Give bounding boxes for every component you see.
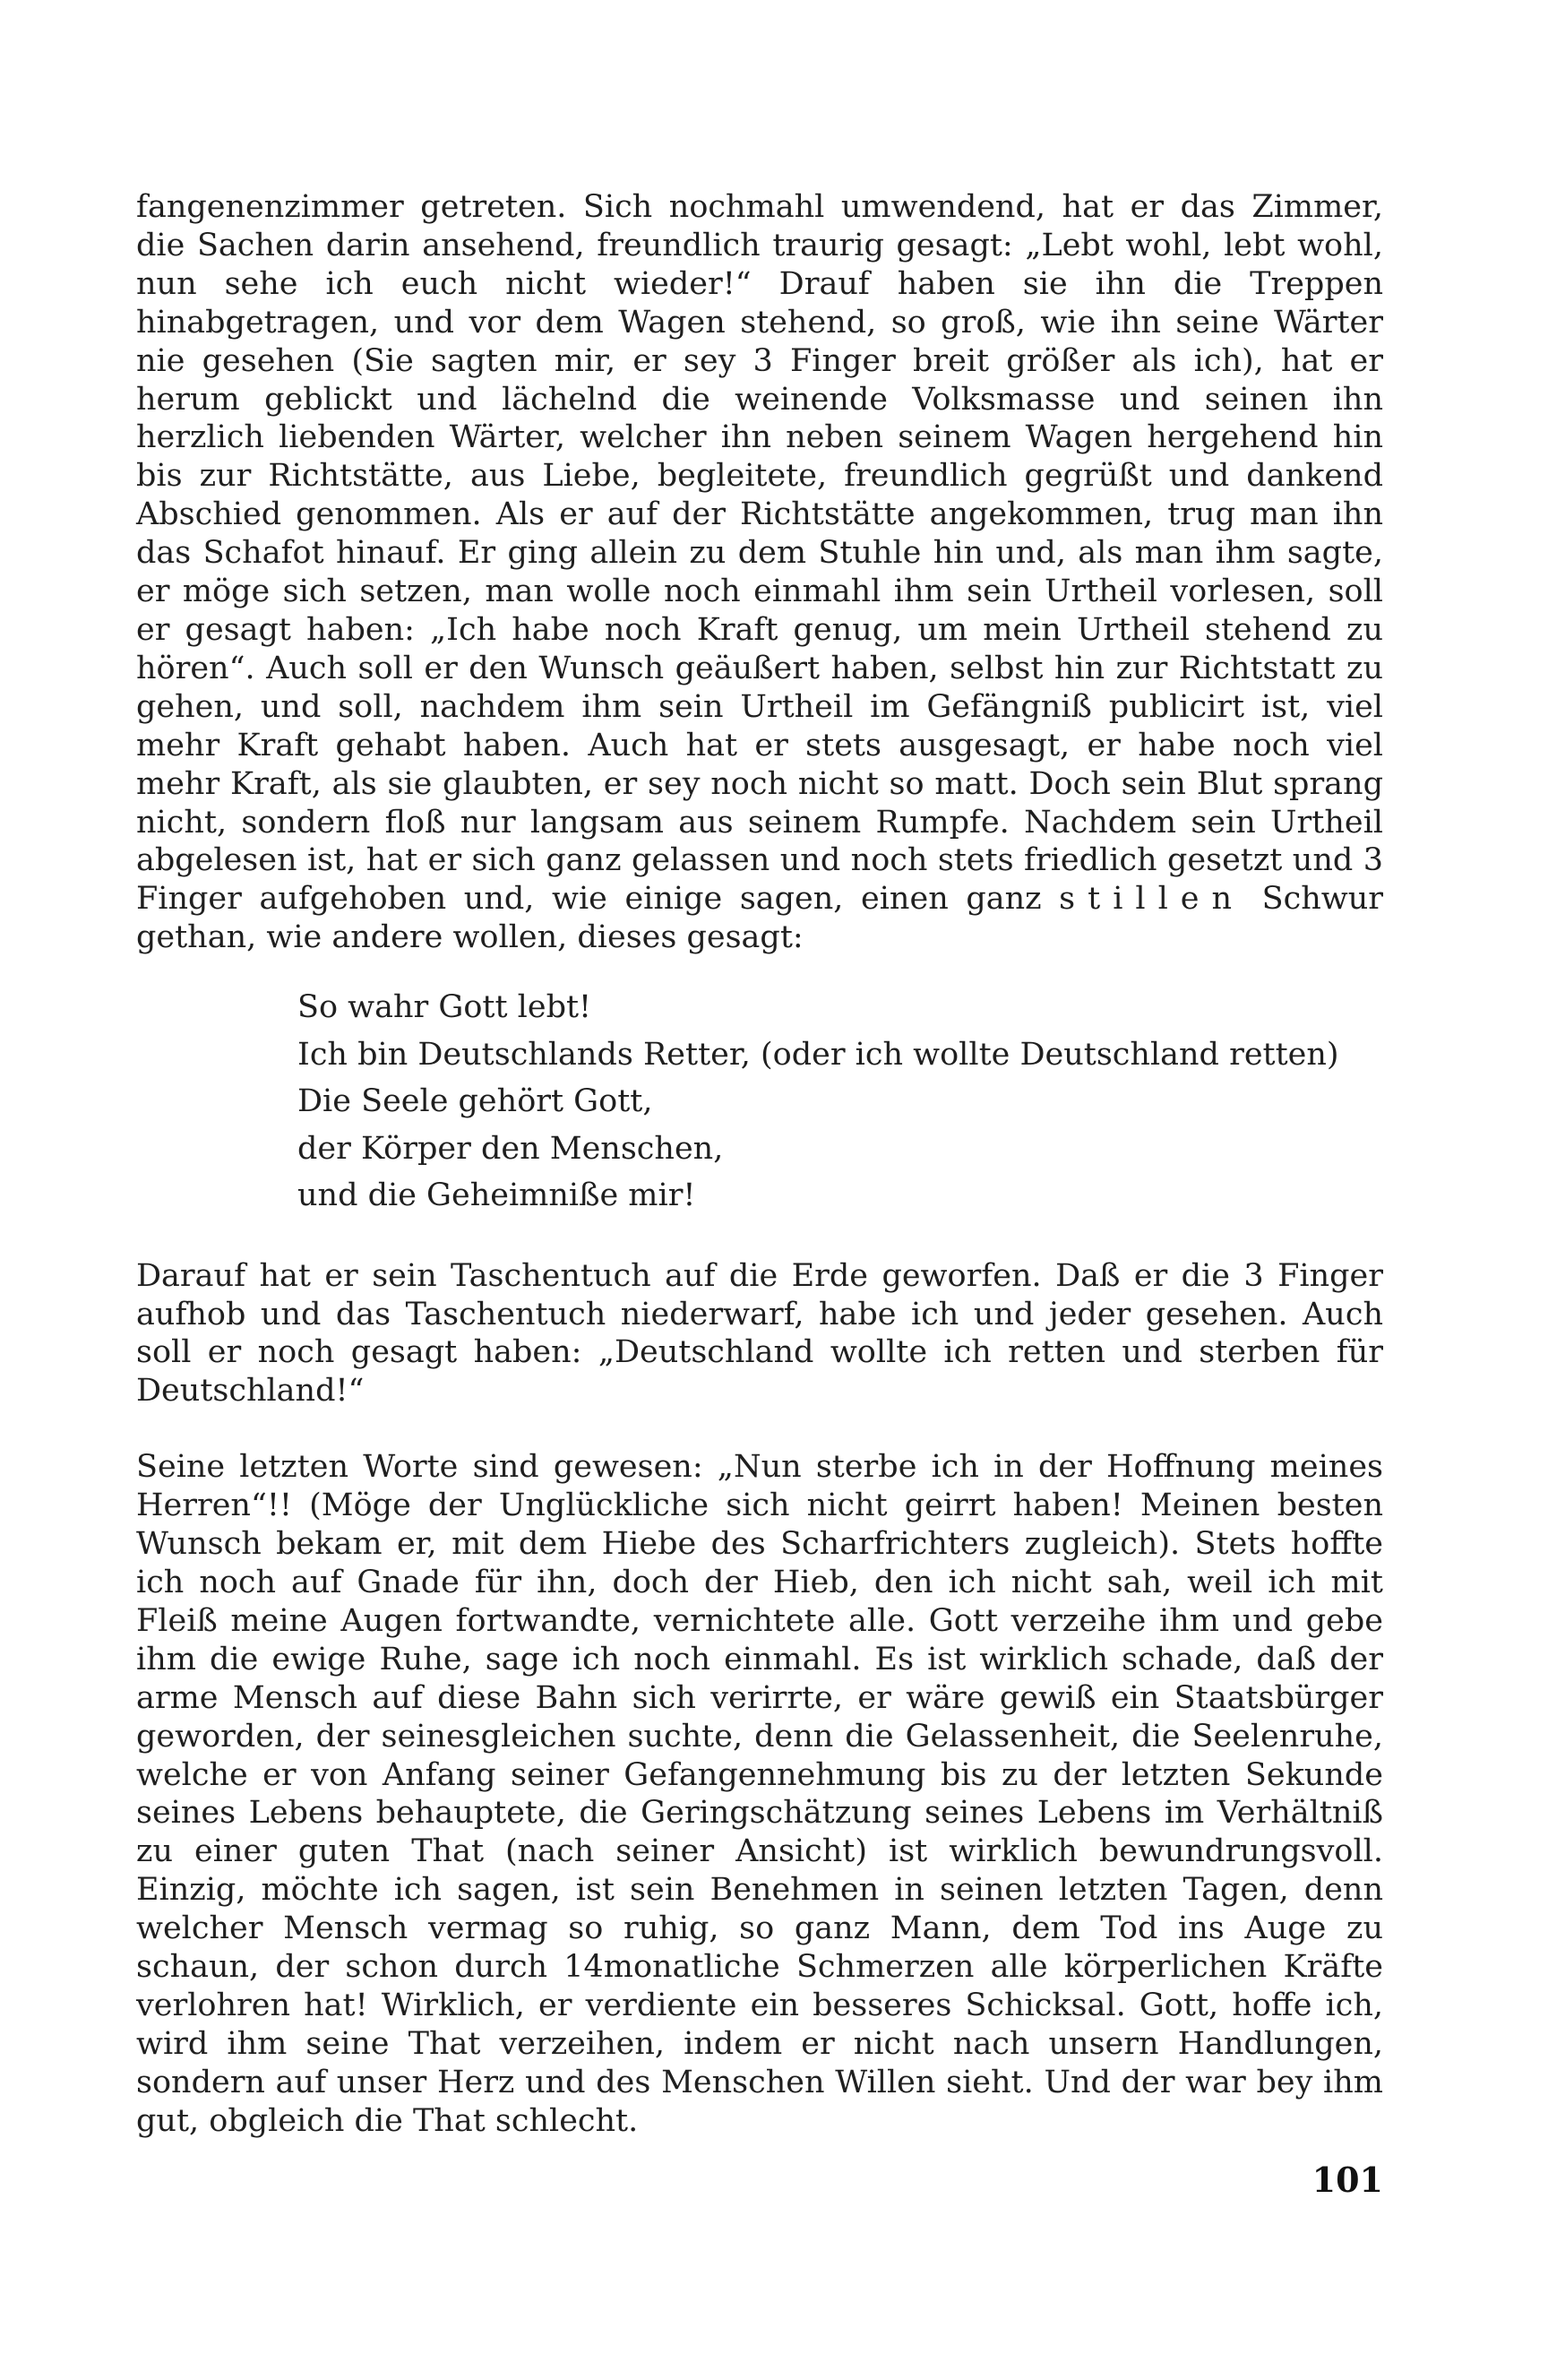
page-number: 101 (1312, 2160, 1383, 2200)
paragraph-2: Darauf hat er sein Taschentuch auf die Erde geworfen. Daß er die 3 Finger aufhob und das Taschentuch niederwarf, habe ich und jeder gesehen. Auch soll er noch gesagt haben: „Deutschland wollte ich retten und sterben für Deutschland!“ (136, 1257, 1383, 1410)
paragraph-1-end: Schwur gethan, wie andere wollen, dieses gesagt: (136, 881, 1383, 956)
verse-line: So wahr Gott lebt! (297, 989, 592, 1026)
verse-line: der Körper den Menschen, (297, 1130, 724, 1167)
paragraph-3: Seine letzten Worte sind gewesen: „Nun sterbe ich in der Hoffnung meines Herren“!! (Möge der Unglückliche sich nicht geirrt haben! Meinen besten Wunsch bekam er, mit dem Hiebe des Scharfrichters zugleich). Stets hoffte ich noch auf Gnade für ihn, doch der Hieb, den ich nicht sah, weil ich mit Fleiß meine Augen fortwandte, vernichtete alle. Gott verzeihe ihm und gebe ihm die ewige Ruhe, sage ich noch einmahl. Es ist wirklich schade, daß der arme Mensch auf diese Bahn sich verirrte, er wäre gewiß ein Staatsbürger geworden, der seinesgleichen suchte, denn die Gelassenheit, die Seelenruhe, welche er von Anfang seiner Gefangennehmung bis zu der letzten Sekunde seines Lebens behauptete, die Geringschätzung seines Lebens im Verhältniß zu einer guten That (nach seiner Ansicht) ist wirklich bewundrungsvoll. Einzig, möchte ich sagen, ist sein Benehmen in seinen letzten Tagen, denn welcher Mensch vermag so ruhig, so ganz Mann, dem Tod ins Auge zu schaun, der schon durch 14monatliche Schmerzen alle körperlichen Kräfte verlohren hat! Wirklich, er verdiente ein besseres Schicksal. Gott, hoffe ich, wird ihm seine That verzeihen, indem er nicht nach unsern Handlungen, sondern auf unser Herz und des Menschen Willen sieht. Und der war bey ihm gut, obgleich die That schlecht. (136, 1449, 1383, 2139)
verse-line: und die Geheimniße mir! (297, 1177, 696, 1214)
quoted-verse (297, 984, 1383, 1220)
paragraph-1-text: fangenenzimmer getreten. Sich nochmahl umwendend, hat er das Zimmer, die Sachen darin ansehend, freundlich traurig gesagt: „Lebt wohl, lebt wohl, nun sehe ich euch nicht wieder!“ Drauf haben sie ihn die Treppen hinabgetragen, und vor dem Wagen stehend, so groß, wie ihn seine Wärter nie gesehen (Sie sagten mir, er sey 3 Finger breit größer als ich), hat er herum geblickt und lächelnd die weinende Volksmasse und seinen ihn herzlich liebenden Wärter, welcher ihn neben seinem Wagen hergehend hin bis zur Richtstätte, aus Liebe, begleitete, freundlich gegrüßt und dankend Abschied genommen. Als er auf der Richtstätte angekommen, trug man ihn das Schafot hinauf. Er ging allein zu dem Stuhle hin und, als man ihm sagte, er möge sich setzen, man wolle noch einmahl ihm sein Urtheil vorlesen, soll er gesagt haben: „Ich habe noch Kraft genug, um mein Urtheil stehend zu hören“. Auch soll er den Wunsch geäußert haben, selbst hin zur Richtstatt zu gehen, und soll, nachdem ihm sein Urtheil im Gefängniß publicirt ist, viel mehr Kraft gehabt haben. Auch hat er stets ausgesagt, er habe noch viel mehr Kraft, als sie glaubten, er sey noch nicht so matt. Doch sein Blut sprang nicht, sondern floß nur langsam aus seinem Rumpfe. Nachdem sein Urtheil abgelesen ist, hat er sich ganz gelassen und noch stets friedlich gesetzt und 3 Finger aufgehoben und, wie einige sagen, einen ganz (136, 189, 1383, 918)
paragraph-1 (136, 188, 1383, 957)
verse-line: Ich bin Deutschlands Retter, (oder ich wollte Deutschland retten) (297, 1036, 1339, 1073)
emphasized-word: stillen (1059, 881, 1245, 918)
body-text (136, 188, 1383, 2141)
verse-line: Die Seele gehört Gott, (297, 1083, 653, 1120)
